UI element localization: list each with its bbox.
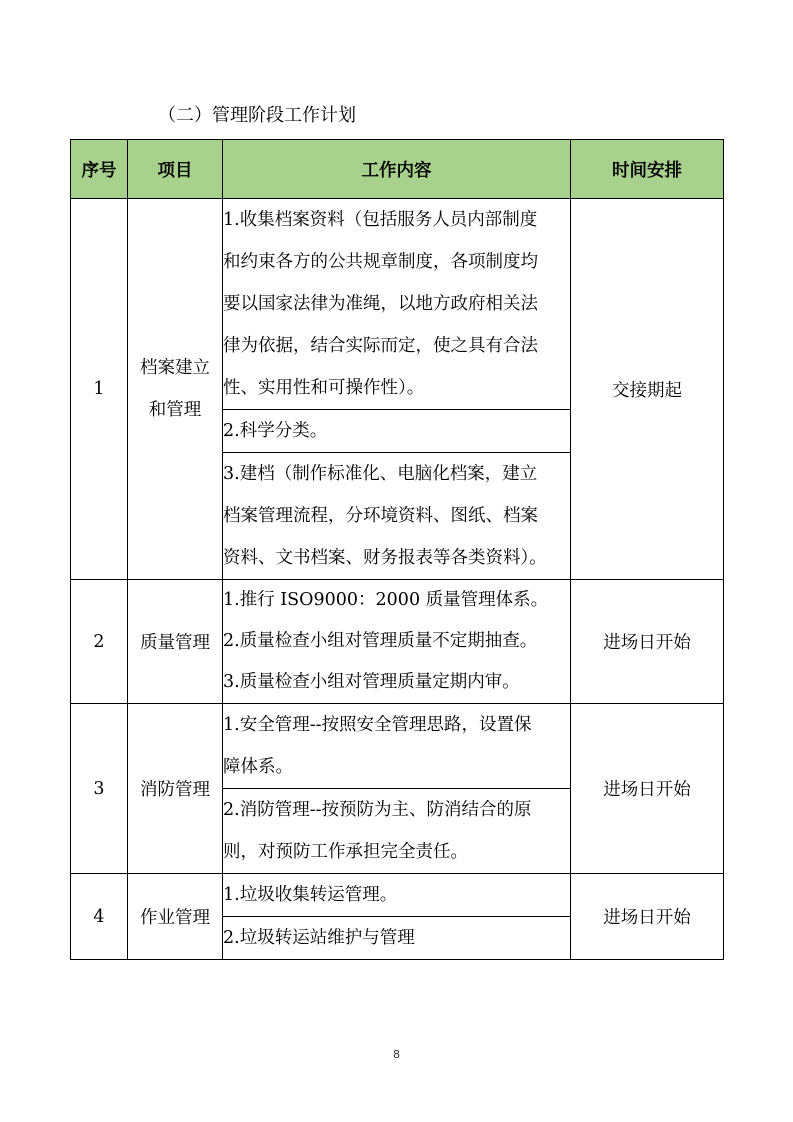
table-row [71, 874, 724, 917]
row-schedule: 进场日开始 [571, 874, 724, 960]
header-schedule: 时间安排 [571, 140, 724, 199]
content-cell [223, 199, 571, 410]
work-plan-table [70, 139, 724, 960]
item-line: 质量管理 [140, 633, 210, 653]
content-line: 律为依据，结合实际而定，使之具有合法 [223, 336, 538, 356]
content-cell [223, 789, 571, 874]
content-line: 3.建档（制作标准化、电脑化档案，建立 [223, 464, 538, 484]
header-content: 工作内容 [223, 140, 571, 199]
item-line: 作业管理 [140, 908, 210, 928]
row-item [128, 580, 223, 704]
item-line: 档案建立 [140, 358, 210, 378]
table-header-row [71, 140, 724, 199]
content-line: 1.垃圾收集转运管理。 [223, 885, 398, 905]
content-line: 资料、文书档案、财务报表等各类资料）。 [223, 548, 547, 568]
row-index: 4 [71, 874, 128, 960]
content-line: 2.垃圾转运站维护与管理 [223, 928, 415, 948]
row-index: 3 [71, 704, 128, 874]
content-line: 要以国家法律为准绳，以地方政府相关法 [223, 294, 538, 314]
content-cell [223, 453, 571, 580]
item-line: 和管理 [148, 400, 202, 420]
row-index: 2 [71, 580, 128, 704]
content-line: 档案管理流程，分环境资料、图纸、档案 [223, 506, 538, 526]
page-number: 8 [393, 1048, 400, 1061]
content-line: 1.推行 ISO9000：2000 质量管理体系。 [223, 590, 549, 610]
content-cell [223, 410, 571, 453]
row-schedule: 进场日开始 [571, 704, 724, 874]
content-cell [223, 704, 571, 789]
row-schedule: 交接期起 [571, 199, 724, 580]
content-line: 2.科学分类。 [223, 421, 328, 441]
row-schedule: 进场日开始 [571, 580, 724, 704]
content-cell [223, 580, 571, 704]
content-line: 2.质量检查小组对管理质量不定期抽查。 [223, 631, 538, 651]
content-line: 1.安全管理--按照安全管理思路，设置保 [223, 715, 532, 735]
content-line: 则，对预防工作承担完全责任。 [223, 842, 468, 862]
table-row [71, 704, 724, 789]
content-line: 性、实用性和可操作性）。 [223, 378, 425, 398]
content-line: 和约束各方的公共规章制度，各项制度均 [223, 252, 538, 272]
content-line: 障体系。 [223, 757, 293, 777]
table-row [71, 199, 724, 410]
row-item [128, 874, 223, 960]
table-row [71, 580, 724, 704]
content-line: 2.消防管理--按预防为主、防消结合的原 [223, 800, 532, 820]
header-index: 序号 [71, 140, 128, 199]
item-line: 消防管理 [140, 780, 210, 800]
content-line: 3.质量检查小组对管理质量定期内审。 [223, 672, 520, 692]
row-item [128, 704, 223, 874]
content-cell [223, 917, 571, 960]
row-item [128, 199, 223, 580]
content-line: 1.收集档案资料（包括服务人员内部制度 [223, 210, 538, 230]
section-title: （二）管理阶段工作计划 [158, 105, 356, 126]
content-cell [223, 874, 571, 917]
header-item: 项目 [128, 140, 223, 199]
row-index: 1 [71, 199, 128, 580]
